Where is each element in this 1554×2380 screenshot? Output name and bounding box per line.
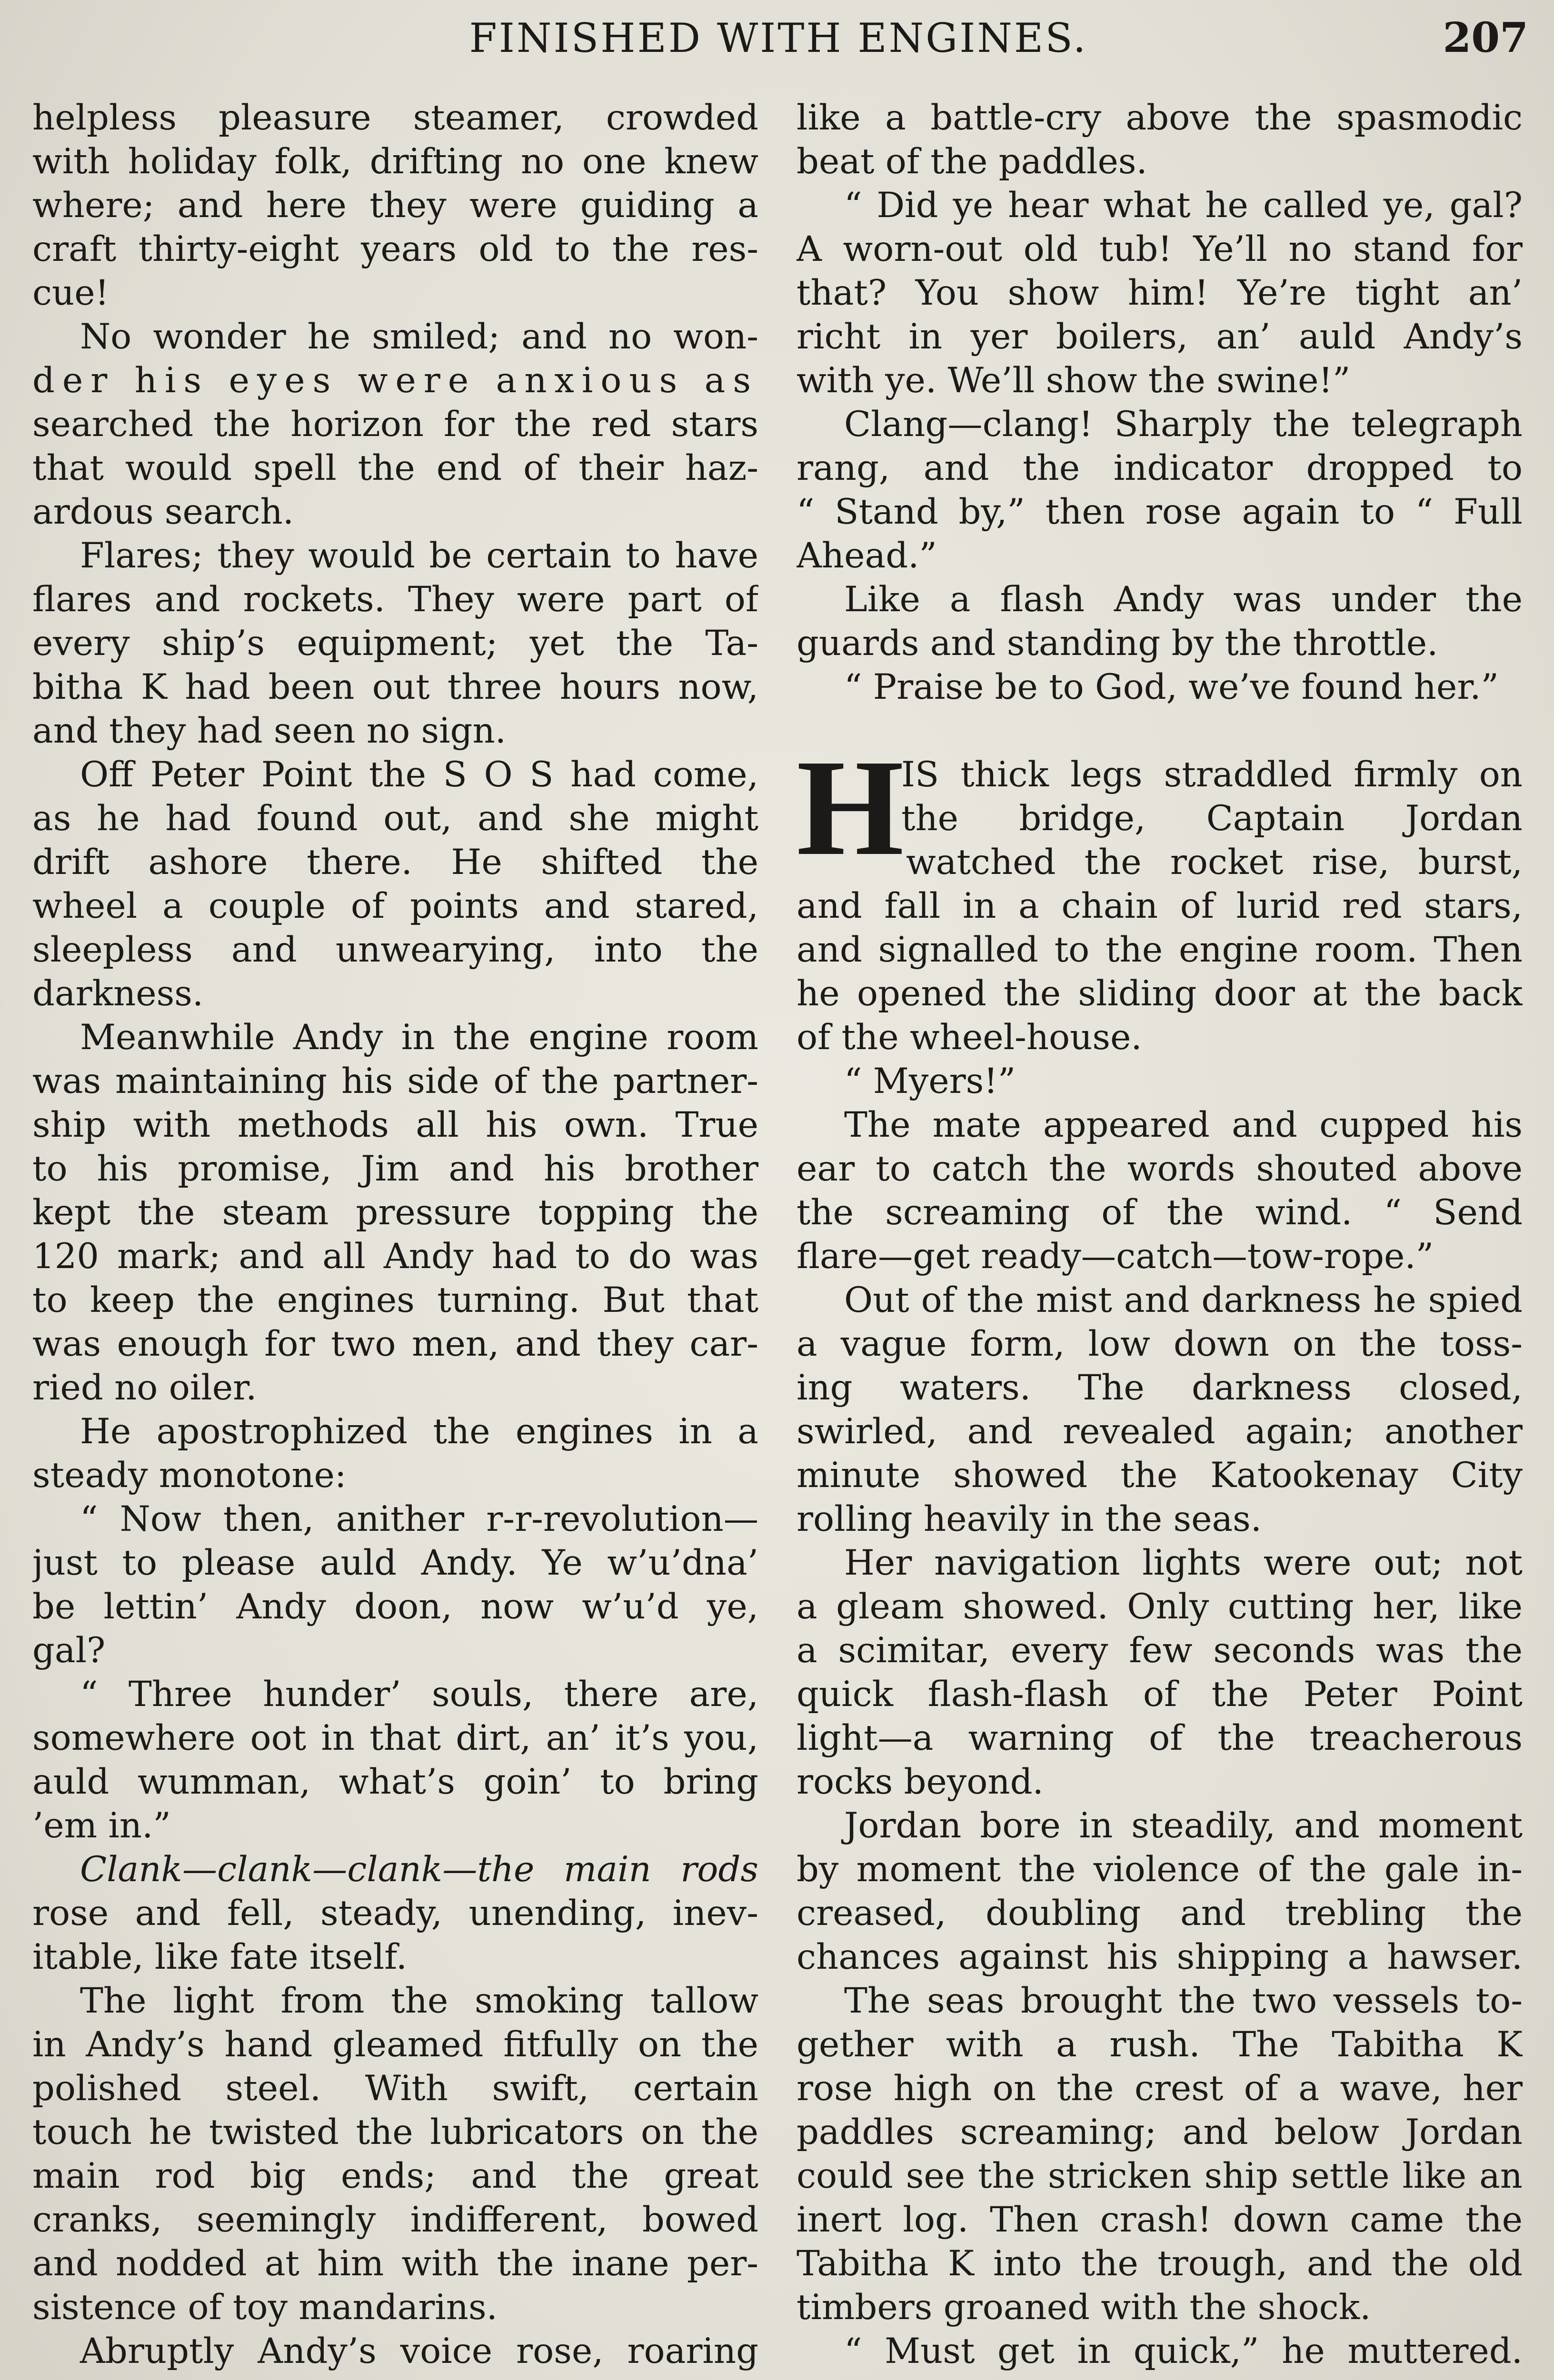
text-line: of the wheel-house. <box>797 1017 1142 1058</box>
text-line: Off Peter Point the S O S had come, <box>80 754 758 795</box>
text-line: cranks, seemingly indifferent, bowed <box>32 2200 758 2240</box>
text-line: “ Did ye hear what he called ye, gal? <box>844 185 1523 226</box>
text-line: and fall in a chain of lurid red stars, <box>797 886 1523 926</box>
text-line: and signalled to the engine room. Then <box>797 930 1523 970</box>
text-line: light—a warning of the treacherous <box>797 1718 1523 1758</box>
text-line: where; and here they were guiding a <box>32 185 758 226</box>
text-line: ear to catch the words shouted above <box>797 1149 1523 1189</box>
text-line: He apostrophized the engines in a <box>80 1411 758 1452</box>
text-line: every ship’s equipment; yet the Ta- <box>32 623 758 664</box>
text-line: as he had found out, and she might <box>32 798 758 839</box>
text-line: a gleam showed. Only cutting her, like <box>797 1587 1523 1627</box>
text-line: Abruptly Andy’s voice rose, roaring <box>80 2331 758 2371</box>
text-line: cue! <box>32 273 110 313</box>
text-line: auld wumman, what’s goin’ to bring <box>32 1762 758 1802</box>
text-line: The mate appeared and cupped his <box>844 1105 1523 1145</box>
text-line: “ Myers!” <box>844 1061 1016 1101</box>
text-line: wheel a couple of points and stared, <box>32 886 758 926</box>
text-line: 120 mark; and all Andy had to do was <box>32 1236 758 1277</box>
text-line: polished steel. With swift, certain <box>32 2068 758 2109</box>
text-line: and they had seen no sign. <box>32 711 506 751</box>
text-line: rose and fell, steady, unending, inev- <box>32 1893 758 1934</box>
text-line: with holiday folk, drifting no one knew <box>32 141 758 182</box>
text-line: that would spell the end of their haz- <box>32 448 758 488</box>
text-line: watched the rocket rise, burst, <box>906 842 1523 883</box>
text-line: Like a flash Andy was under the <box>844 579 1523 620</box>
drop-cap-paragraph <box>797 731 1523 884</box>
text-line: sleepless and unwearying, into the <box>32 930 758 970</box>
text-line: Tabitha K into the trough, and the old <box>797 2243 1523 2284</box>
text-line: he opened the sliding door at the back <box>797 973 1523 1014</box>
text-line: Flares; they would be certain to have <box>80 536 758 576</box>
text-line: Her navigation lights were out; not <box>844 1543 1523 1583</box>
text-line: kept the steam pressure topping the <box>32 1192 758 1233</box>
text-line: in Andy’s hand gleamed fitfully on the <box>32 2024 758 2065</box>
page-number: 207 <box>1443 14 1528 62</box>
text-line: Clang—clang! Sharply the telegraph <box>844 404 1523 445</box>
text-line: “ Praise be to God, we’ve found her.” <box>844 667 1499 707</box>
text-line: the screaming of the wind. “ Send <box>797 1192 1523 1233</box>
text-line: to keep the engines turning. But that <box>32 1280 758 1320</box>
text-line: searched the horizon for the red stars <box>32 404 758 445</box>
text-line: rose high on the crest of a wave, her <box>797 2068 1523 2109</box>
text-line: drift ashore there. He shifted the <box>32 842 758 883</box>
text-line: that? You show him! Ye’re tight an’ <box>797 273 1523 313</box>
text-line: and nodded at him with the inane per- <box>32 2243 758 2284</box>
text-line: bitha K had been out three hours now, <box>32 667 758 707</box>
text-line: a vague form, low down on the toss- <box>797 1324 1523 1364</box>
text-line: guards and standing by the throttle. <box>797 623 1438 664</box>
right-column <box>797 96 1523 2373</box>
running-title: FINISHED WITH ENGINES. <box>469 15 1088 61</box>
text-line: like a battle-cry above the spasmodic <box>797 98 1523 138</box>
text-line: der his eyes were anxious as <box>32 360 758 401</box>
text-line: Meanwhile Andy in the engine room <box>80 1017 758 1058</box>
text-line: beat of the paddles. <box>797 141 1147 182</box>
text-line: darkness. <box>32 973 204 1014</box>
text-line: to his promise, Jim and his brother <box>32 1149 758 1189</box>
text-line: rolling heavily in the seas. <box>797 1499 1262 1539</box>
text-line: flares and rockets. They were part of <box>32 579 758 620</box>
text-line: inert log. Then crash! down came the <box>797 2200 1523 2240</box>
text-line: main rod big ends; and the great <box>32 2156 758 2196</box>
text-line: touch he twisted the lubricators on the <box>32 2112 758 2152</box>
text-line: Ahead.” <box>797 536 937 576</box>
text-line: somewhere oot in that dirt, an’ it’s you, <box>32 1718 758 1758</box>
text-line: “ Now then, anither r-r-revolution— <box>80 1499 758 1539</box>
text-line: Jordan bore in steadily, and moment <box>844 1805 1523 1846</box>
text-line: IS thick legs straddled firmly on <box>901 754 1523 795</box>
text-line: could see the stricken ship settle like an <box>797 2156 1523 2196</box>
text-line: the bridge, Captain Jordan <box>901 798 1523 839</box>
text-line: richt in yer boilers, an’ auld Andy’s <box>797 317 1523 357</box>
text-line: quick flash-flash of the Peter Point <box>797 1674 1523 1715</box>
left-column <box>32 96 758 2373</box>
text-line: be lettin’ Andy doon, now w’u’d ye, <box>32 1587 758 1627</box>
text-line: “ Must get in quick,” he muttered. <box>844 2331 1523 2371</box>
text-line: ship with methods all his own. True <box>32 1105 758 1145</box>
text-line: paddles screaming; and below Jordan <box>797 2112 1523 2152</box>
drop-cap: H <box>797 731 904 884</box>
text-line: craft thirty-eight years old to the res- <box>32 229 758 269</box>
text-line: ardous search. <box>32 492 294 532</box>
text-line: was enough for two men, and they car- <box>32 1324 758 1364</box>
text-line: just to please auld Andy. Ye w’u’dna’ <box>32 1543 758 1583</box>
text-line: creased, doubling and trebling the <box>797 1893 1523 1934</box>
text-line: ’em in.” <box>32 1805 171 1846</box>
text-line: rang, and the indicator dropped to <box>797 448 1523 488</box>
section-break <box>797 709 1523 753</box>
text-line: helpless pleasure steamer, crowded <box>32 98 758 138</box>
text-line: ried no oiler. <box>32 1368 257 1408</box>
text-line: Clank—clank—clank—the main rods <box>80 1849 758 1890</box>
text-line: rocks beyond. <box>797 1762 1044 1802</box>
text-line: gal? <box>32 1630 106 1671</box>
text-line: No wonder he smiled; and no won- <box>80 317 758 357</box>
text-line: “ Three hunder’ souls, there are, <box>80 1674 758 1715</box>
text-line: chances against his shipping a hawser. <box>797 1937 1523 1977</box>
text-line: timbers groaned with the shock. <box>797 2287 1371 2328</box>
text-line: The seas brought the two vessels to- <box>844 1981 1523 2021</box>
text-line: The light from the smoking tallow <box>80 1981 758 2021</box>
text-line: by moment the violence of the gale in- <box>797 1849 1523 1890</box>
text-line: A worn-out old tub! Ye’ll no stand for <box>797 229 1523 269</box>
text-line: sistence of toy mandarins. <box>32 2287 498 2328</box>
text-line: steady monotone: <box>32 1455 347 1496</box>
text-line: ing waters. The darkness closed, <box>797 1368 1523 1408</box>
text-line: Out of the mist and darkness he spied <box>844 1280 1523 1320</box>
text-line: was maintaining his side of the partner- <box>32 1061 758 1101</box>
text-line: with ye. We’ll show the swine!” <box>797 360 1351 401</box>
text-line: flare—get ready—catch—tow-rope.” <box>797 1236 1434 1277</box>
text-line: gether with a rush. The Tabitha K <box>797 2024 1523 2065</box>
text-line: a scimitar, every few seconds was the <box>797 1630 1523 1671</box>
page-header <box>29 10 1528 69</box>
text-line: “ Stand by,” then rose again to “ Full <box>797 492 1523 532</box>
text-line: minute showed the Katookenay City <box>797 1455 1523 1496</box>
text-line: itable, like fate itself. <box>32 1937 408 1977</box>
text-line: swirled, and revealed again; another <box>797 1411 1523 1452</box>
